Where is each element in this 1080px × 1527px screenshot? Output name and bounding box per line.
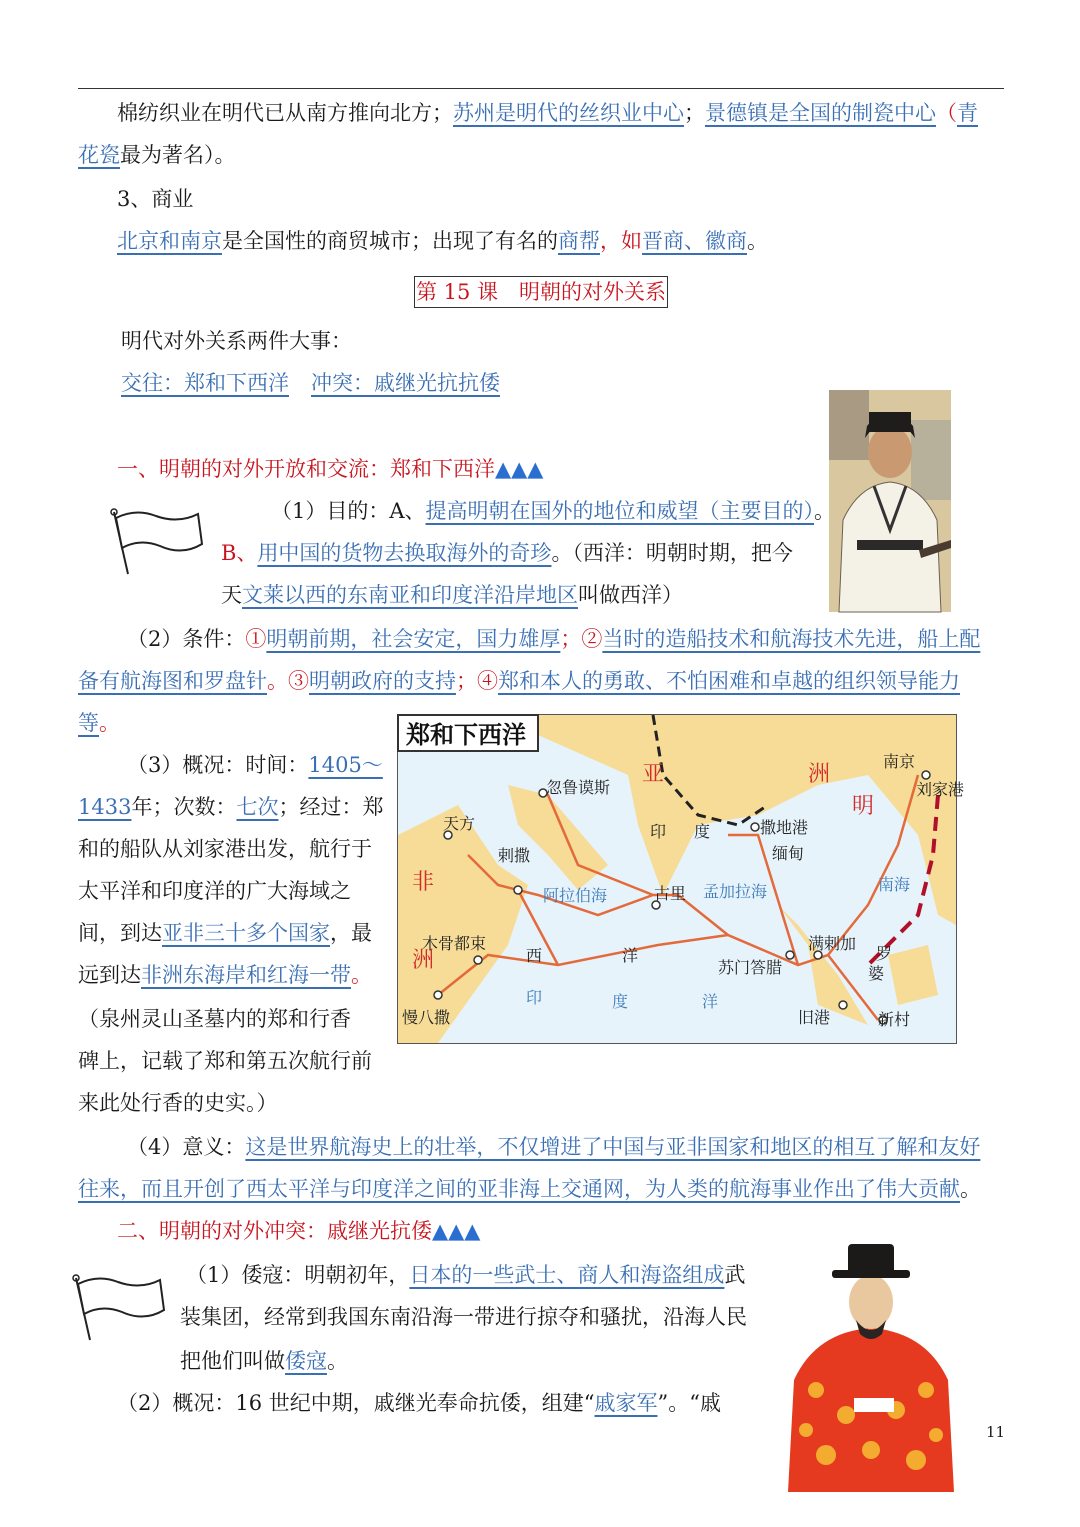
- svg-text:洲: 洲: [412, 948, 435, 973]
- purpose-line-1: （1）目的：A、提高明朝在国外的地位和威望（主要目的）。: [271, 499, 836, 523]
- paragraph-commerce: 北京和南京是全国性的商贸城市；出现了有名的商帮，如晋商、徽商。: [117, 229, 768, 253]
- svg-text:满剌加: 满剌加: [808, 934, 857, 953]
- two-events: 交往：郑和下西洋 冲突：戚继光抗抗倭: [121, 371, 500, 395]
- section-1-title: 一、明朝的对外开放和交流：郑和下西洋▲▲▲: [117, 457, 544, 481]
- overview-line-4: 太平洋和印度洋的广大海域之: [78, 879, 351, 903]
- svg-text:西: 西: [526, 946, 543, 965]
- svg-text:忽鲁谟斯: 忽鲁谟斯: [546, 778, 611, 797]
- svg-text:洋: 洋: [702, 992, 719, 1011]
- svg-text:罗: 罗: [876, 944, 893, 963]
- page-number: 11: [986, 1423, 1006, 1441]
- svg-text:旧港: 旧港: [798, 1008, 831, 1027]
- svg-text:刘家港: 刘家港: [916, 780, 965, 799]
- svg-text:古里: 古里: [654, 884, 687, 903]
- intro-text: 明代对外关系两件大事：: [121, 329, 352, 353]
- svg-text:孟加拉海: 孟加拉海: [703, 882, 768, 901]
- conditions-line-2: 备有航海图和罗盘针。③明朝政府的支持；④郑和本人的勇敢、不怕困难和卓越的组织领导能力: [78, 669, 960, 693]
- svg-text:洲: 洲: [808, 762, 831, 787]
- svg-text:非: 非: [412, 870, 435, 895]
- conditions-line-1: （2）条件：①明朝前期，社会安定，国力雄厚；②当时的造船技术和航海技术先进，船上配: [127, 627, 981, 651]
- svg-text:天方: 天方: [443, 814, 476, 833]
- map-title: 郑和下西洋: [406, 721, 526, 749]
- flag-icon: [66, 1270, 166, 1342]
- svg-text:慢八撒: 慢八撒: [402, 1008, 451, 1027]
- lesson-title: 第 15 课 明朝的对外关系: [414, 276, 668, 308]
- qi-jiguang-portrait: [786, 1240, 956, 1492]
- paragraph-textile: 棉纺织业在明代已从南方推向北方；苏州是明代的丝织业中心；景德镇是全国的制瓷中心（青: [117, 101, 978, 125]
- paragraph-textile-cont: 花瓷最为著名）。: [78, 143, 236, 167]
- flag-icon: [104, 504, 204, 576]
- svg-text:剌撒: 剌撒: [498, 846, 531, 865]
- overview-line-6: 远到达非洲东海岸和红海一带。: [78, 963, 372, 987]
- qi-overview-line: （2）概况：16 世纪中期，戚继光奉命抗倭，组建“戚家军”。“戚: [117, 1391, 721, 1415]
- svg-text:印: 印: [650, 822, 667, 841]
- heading-commerce: 3、商业: [117, 187, 194, 211]
- section-2-title: 二、明朝的对外冲突：戚继光抗倭▲▲▲: [117, 1219, 481, 1243]
- overview-line-7: （泉州灵山圣墓内的郑和行香: [78, 1007, 351, 1031]
- wokou-line-3: 把他们叫做倭寇。: [180, 1349, 348, 1373]
- zheng-he-voyage-map: [397, 714, 965, 1044]
- svg-text:阿拉伯海: 阿拉伯海: [543, 886, 608, 905]
- overview-line-8: 碑上，记载了郑和第五次航行前: [78, 1049, 372, 1073]
- wokou-line-1: （1）倭寇：明朝初年，日本的一些武士、商人和海盗组成武: [186, 1263, 746, 1287]
- purpose-line-2: B、用中国的货物去换取海外的奇珍。（西洋：明朝时期，把今: [221, 541, 793, 565]
- zheng-he-portrait: [829, 390, 951, 612]
- svg-text:洋: 洋: [622, 946, 639, 965]
- svg-text:苏门答腊: 苏门答腊: [718, 958, 783, 977]
- svg-text:度: 度: [694, 822, 711, 841]
- svg-text:明: 明: [852, 794, 875, 819]
- significance-line-2: 往来，而且开创了西太平洋与印度洋之间的亚非海上交通网，为人类的航海事业作出了伟大贡献。: [78, 1177, 981, 1201]
- svg-text:南海: 南海: [878, 875, 911, 894]
- svg-text:亚: 亚: [642, 762, 665, 787]
- wokou-line-2: 装集团，经常到我国东南沿海一带进行掠夺和骚扰，沿海人民: [180, 1305, 747, 1329]
- top-rule: [78, 88, 1004, 89]
- purpose-line-3: 天文莱以西的东南亚和印度洋沿岸地区叫做西洋）: [221, 583, 683, 607]
- overview-line-9: 来此处行香的史实。）: [78, 1091, 278, 1115]
- conditions-line-3: 等。: [78, 711, 120, 735]
- svg-text:缅甸: 缅甸: [772, 844, 805, 863]
- svg-text:木骨都束: 木骨都束: [422, 934, 487, 953]
- overview-line-3: 和的船队从刘家港出发，航行于: [78, 837, 372, 861]
- overview-line-1: （3）概况：时间：1405～: [127, 753, 383, 777]
- overview-line-2: 1433年；次数：七次；经过：郑: [78, 795, 384, 819]
- svg-text:撒地港: 撒地港: [760, 818, 809, 837]
- svg-text:新村: 新村: [878, 1010, 911, 1029]
- overview-line-5: 间，到达亚非三十多个国家，最: [78, 921, 372, 945]
- significance-line-1: （4）意义：这是世界航海史上的壮举，不仅增进了中国与亚非国家和地区的相互了解和友好: [127, 1135, 981, 1159]
- svg-text:印: 印: [526, 988, 543, 1007]
- svg-text:婆: 婆: [868, 964, 885, 983]
- svg-text:度: 度: [612, 992, 629, 1011]
- svg-text:南京: 南京: [883, 752, 916, 771]
